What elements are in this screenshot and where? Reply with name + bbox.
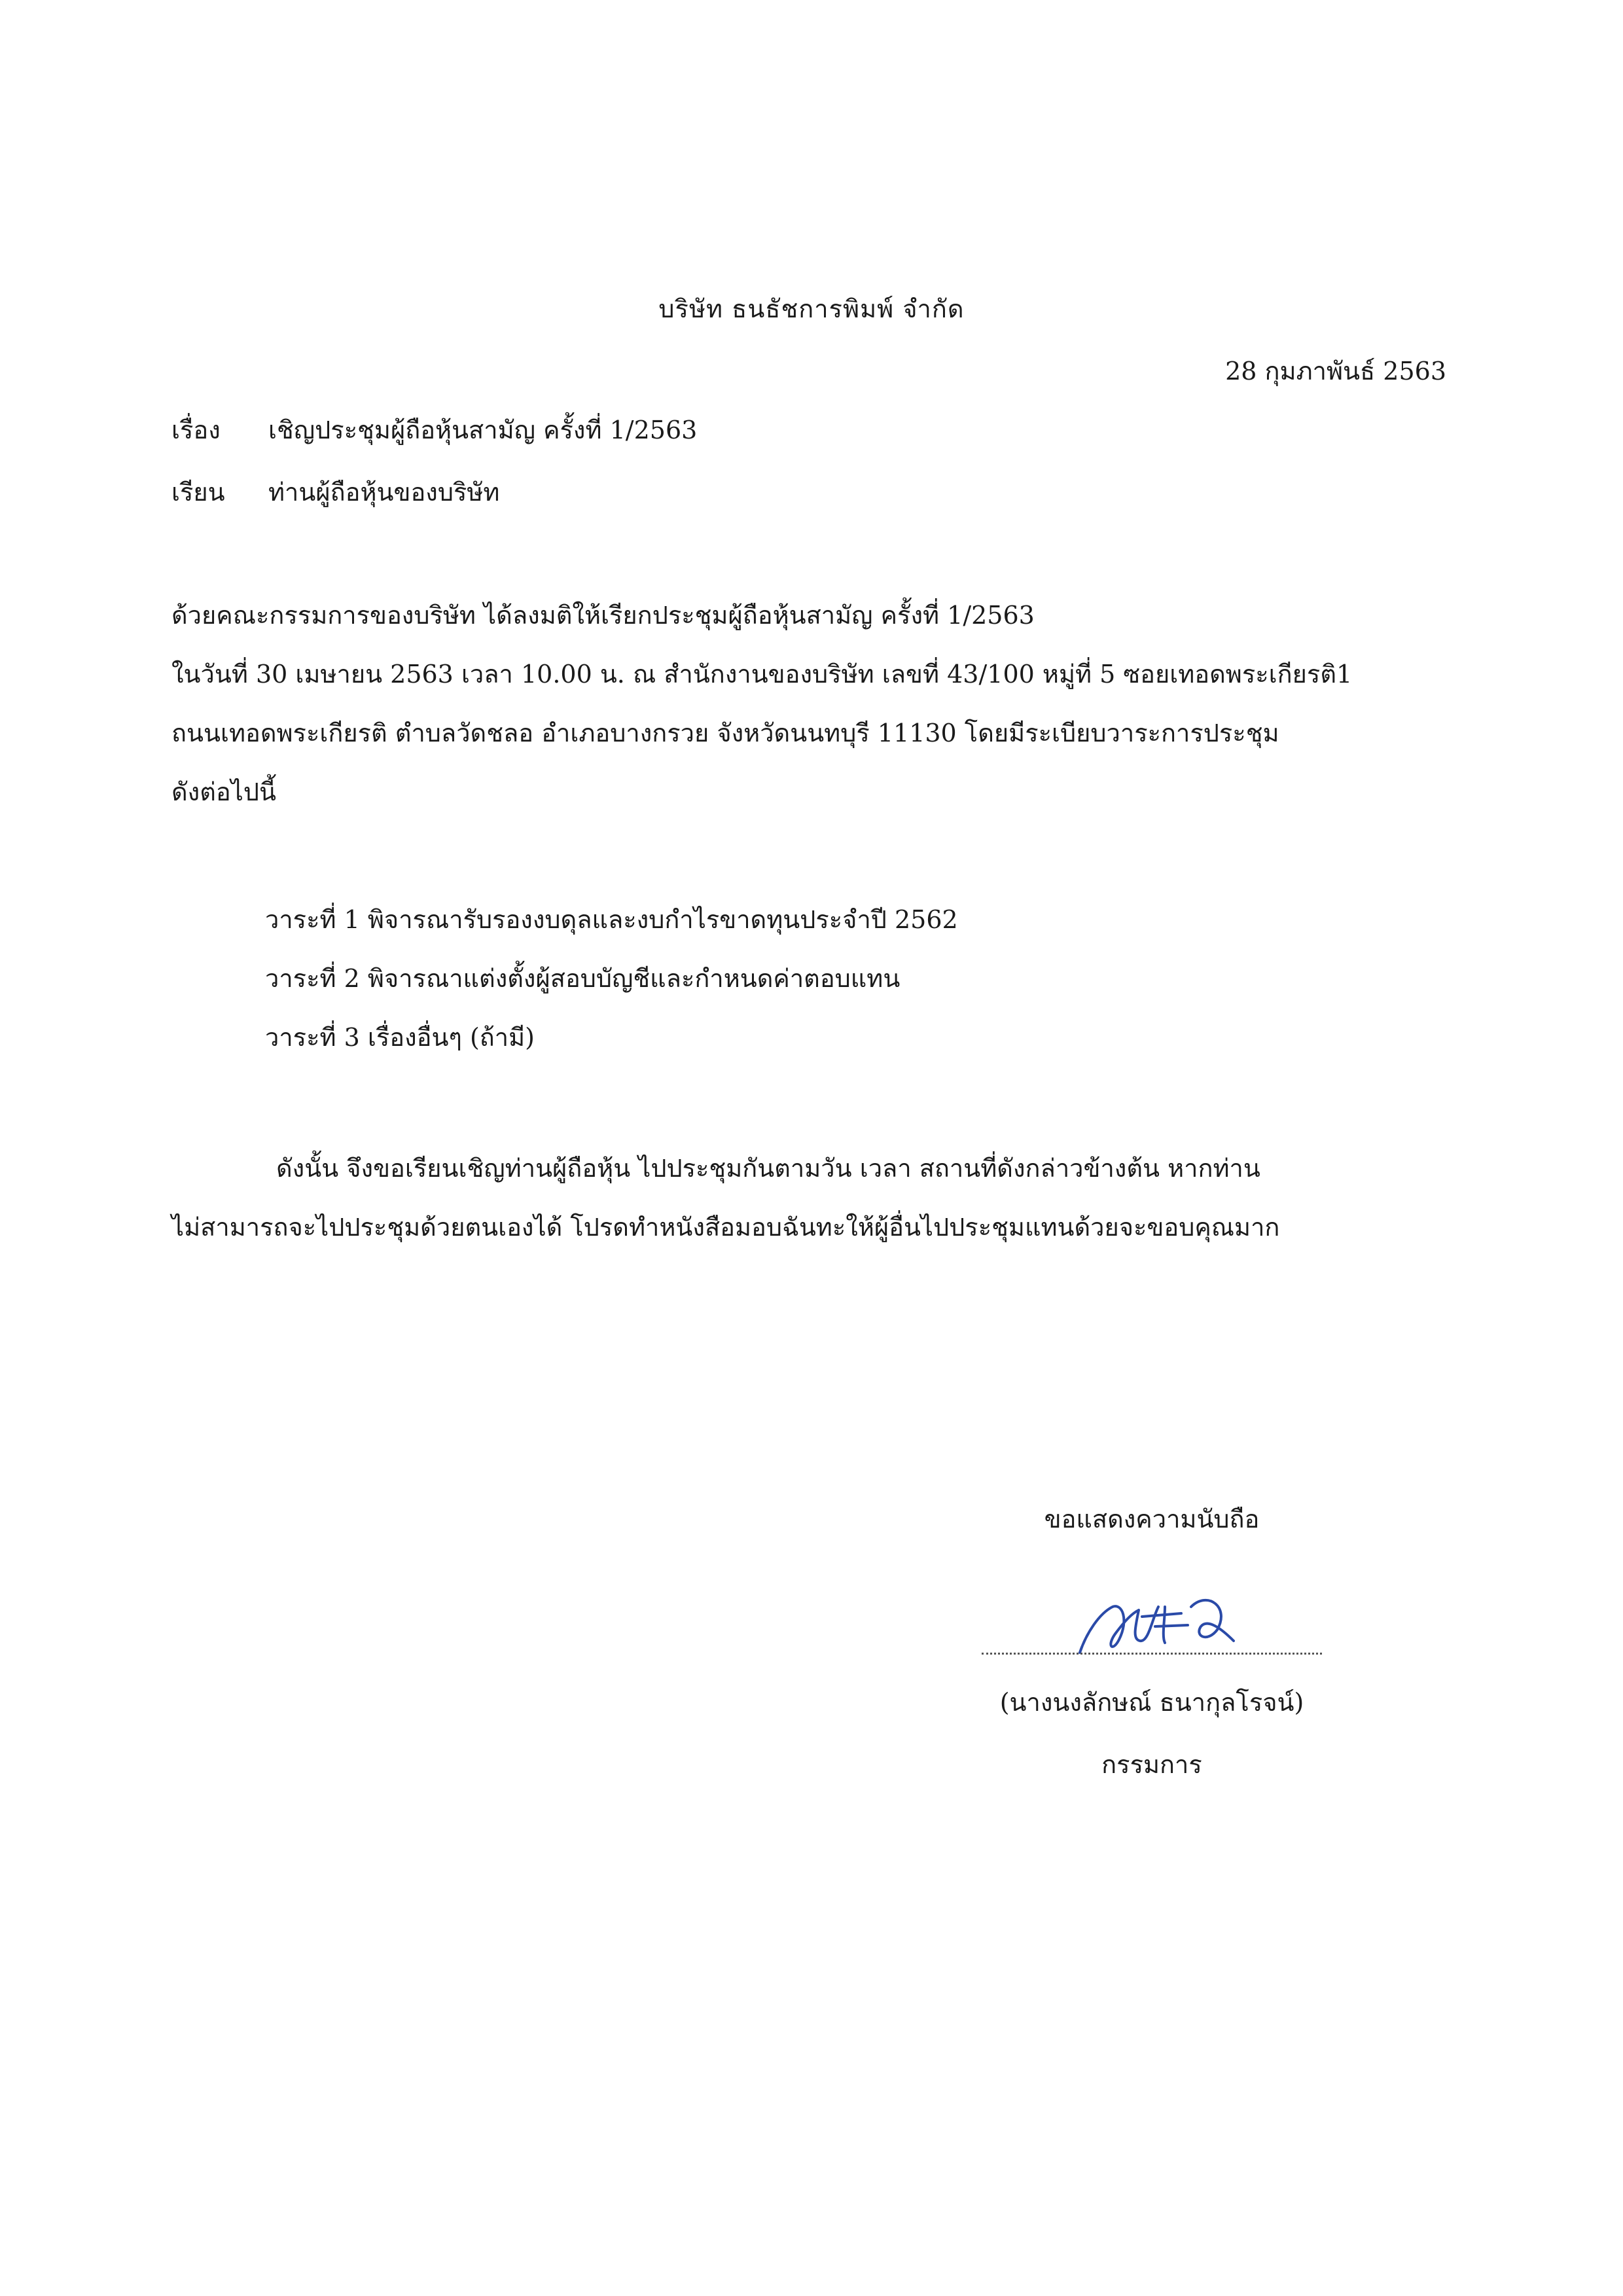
body-line: ดังต่อไปนี้ (171, 778, 276, 806)
agenda-item: วาระที่ 1 พิจารณารับรองงบดุลและงบกำไรขาดทุนประจำปี 2562 (265, 905, 958, 934)
agenda-list (265, 890, 1443, 1067)
body-line: ถนนเทอดพระเกียรติ ตำบลวัดชลอ อำเภอบางกรวย จังหวัดนนทบุรี 11130 โดยมีระเบียบวาระการประชุม (171, 719, 1279, 747)
subject-text: เชิญประชุมผู้ถือหุ้นสามัญ ครั้งที่ 1/2563 (268, 416, 698, 444)
body-paragraph (171, 586, 1454, 821)
company-name: บริษัท ธนธัชการพิมพ์ จำกัด (658, 295, 965, 323)
body-line: ในวันที่ 30 เมษายน 2563 เวลา 10.00 น. ณ สำนักงานของบริษัท เลขที่ 43/100 หมู่ที่ 5 ซอยเทอดพระเกียรติ1 (171, 660, 1353, 689)
closing-line: ดังนั้น จึงขอเรียนเชิญท่านผู้ถือหุ้น ไปประชุมกันตามวัน เวลา สถานที่ดังกล่าวข้างต้น หากท่าน (276, 1154, 1260, 1183)
letter-date: 28 กุมภาพันธ์ 2563 (1225, 357, 1446, 386)
signatory-name: (นางนงลักษณ์ ธนากุลโรจน์) (999, 1688, 1304, 1717)
closing-line: ไม่สามารถจะไปประชุมด้วยตนเองได้ โปรดทำหนังสือมอบฉันทะให้ผู้อื่นไปประชุมแทนด้วยจะขอบคุณมาก (171, 1213, 1280, 1242)
subject-label: เรื่อง (171, 416, 221, 444)
salutation: ขอแสดงความนับถือ (1044, 1505, 1260, 1534)
closing-paragraph (171, 1139, 1454, 1257)
signature-line (982, 1653, 1322, 1655)
signatory-position: กรรมการ (1101, 1750, 1202, 1779)
recipient-label: เรียน (171, 478, 225, 507)
agenda-item: วาระที่ 3 เรื่องอื่นๆ (ถ้ามี) (265, 1023, 535, 1052)
recipient-text: ท่านผู้ถือหุ้นของบริษัท (268, 478, 500, 507)
body-line: ด้วยคณะกรรมการของบริษัท ได้ลงมติให้เรียกประชุมผู้ถือหุ้นสามัญ ครั้งที่ 1/2563 (171, 601, 1035, 630)
agenda-item: วาระที่ 2 พิจารณาแต่งตั้งผู้สอบบัญชีและกำหนดค่าตอบแทน (265, 964, 901, 993)
